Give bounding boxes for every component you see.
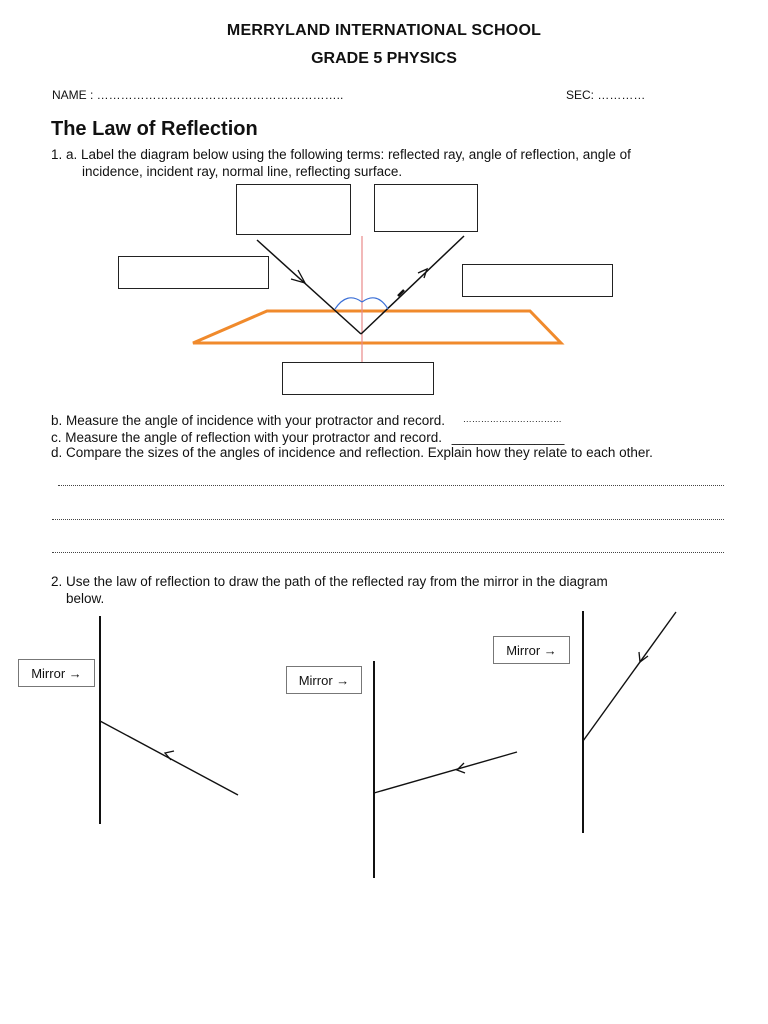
ray-2 bbox=[374, 752, 517, 793]
question-1b-text: b. Measure the angle of incidence with your protractor and record. bbox=[51, 413, 445, 428]
question-1d: d. Compare the sizes of the angles of incidence and reflection. Explain how they relate to each other. bbox=[51, 445, 653, 460]
section-field[interactable]: SEC: ………… bbox=[566, 88, 646, 102]
grade-subject: GRADE 5 PHYSICS bbox=[311, 50, 457, 67]
question-2-line2: below. bbox=[66, 591, 105, 606]
mirror-label-1: Mirror → bbox=[18, 659, 95, 687]
school-name: MERRYLAND INTERNATIONAL SCHOOL bbox=[226, 22, 542, 39]
question-1c-answer-blank[interactable]: _______________ bbox=[451, 430, 565, 445]
question-2-line1: 2. Use the law of reflection to draw the path of the reflected ray from the mirror in the diagram bbox=[51, 574, 608, 589]
ray-1-arrow bbox=[165, 751, 174, 760]
name-field[interactable]: NAME : …………………………………………………….. bbox=[52, 88, 344, 102]
ray-3 bbox=[583, 612, 676, 741]
question-1a-line2: incidence, incident ray, normal line, reflecting surface. bbox=[82, 164, 403, 179]
question-1b-answer-blank[interactable]: …………………………… bbox=[462, 414, 562, 424]
question-1a-line1: 1. a. Label the diagram below using the following terms: reflected ray, angle of reflection, angle of bbox=[51, 147, 631, 162]
question-1c-text: c. Measure the angle of reflection with your protractor and record. bbox=[51, 430, 442, 445]
mirror-label-3: Mirror → bbox=[493, 636, 570, 664]
mirror-label-2: Mirror → bbox=[286, 666, 362, 694]
worksheet-title: The Law of Reflection bbox=[51, 118, 258, 140]
